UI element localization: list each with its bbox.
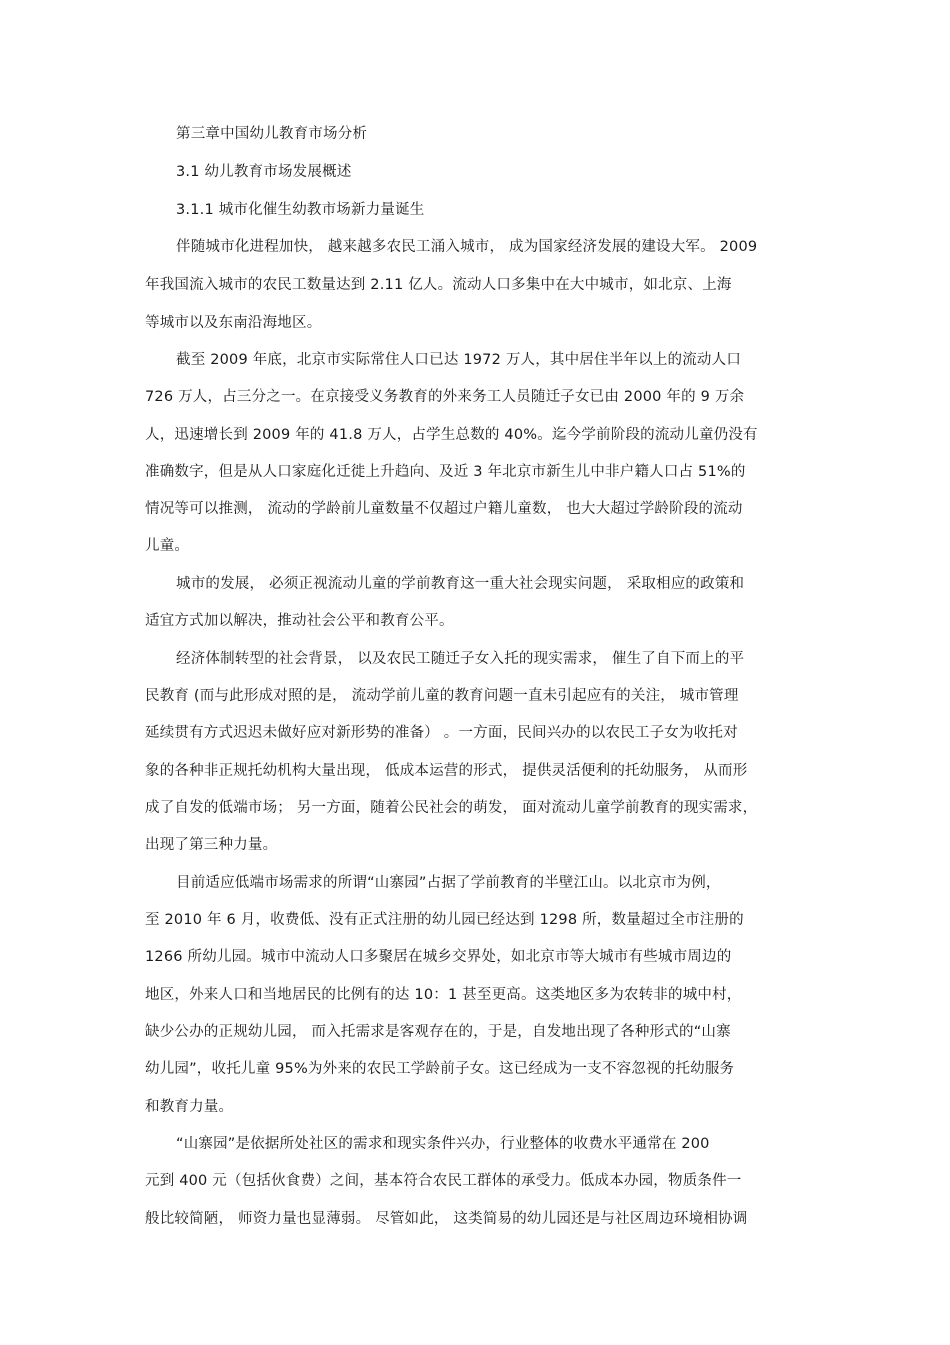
paragraph-line: 儿童。: [145, 538, 190, 554]
section-title: 3.1 幼儿教育市场发展概述: [176, 164, 352, 180]
paragraph-line: 经济体制转型的社会背景， 以及农民工随迁子女入托的现实需求， 催生了自下而上的平: [176, 651, 745, 667]
paragraph-line: 适宜方式加以解决，推动社会公平和教育公平。: [145, 613, 454, 629]
subsection-title: 3.1.1 城市化催生幼教市场新力量诞生: [176, 202, 425, 218]
paragraph-line: 准确数字，但是从人口家庭化迁徙上升趋向、及近 3 年北京市新生儿中非户籍人口占 51%的: [145, 464, 746, 480]
paragraph-line: 成了自发的低端市场； 另一方面，随着公民社会的萌发， 面对流动儿童学前教育的现实需求，: [145, 800, 758, 816]
paragraph-line: 726 万人，占三分之一。在京接受义务教育的外来务工人员随迁子女已由 2000 年的 9 万余: [145, 389, 745, 405]
paragraph-line: 目前适应低端市场需求的所谓“山寨园”占据了学前教育的半壁江山。以北京市为例，: [176, 875, 721, 891]
paragraph-line: 至 2010 年 6 月，收费低、没有正式注册的幼儿园已经达到 1298 所，数量超过全市注册的: [145, 912, 744, 928]
paragraph-line: 和教育力量。: [145, 1099, 234, 1115]
paragraph-line: 出现了第三种力量。: [145, 837, 278, 853]
paragraph-line: 缺少公办的正规幼儿园， 而入托需求是客观存在的，于是，自发地出现了各种形式的“山寨: [145, 1024, 731, 1040]
paragraph-line: 城市的发展， 必须正视流动儿童的学前教育这一重大社会现实问题， 采取相应的政策和: [176, 576, 745, 592]
paragraph-line: 延续贯有方式迟迟未做好应对新形势的准备） 。一方面，民间兴办的以农民工子女为收托对: [145, 725, 738, 741]
paragraph-line: 元到 400 元（包括伙食费）之间，基本符合农民工群体的承受力。低成本办园，物质条件一: [145, 1173, 742, 1189]
paragraph-line: 般比较简陋， 师资力量也显薄弱。 尽管如此， 这类简易的幼儿园还是与社区周边环境相协调: [145, 1211, 748, 1227]
chapter-title: 第三章中国幼儿教育市场分析: [176, 126, 368, 142]
paragraph-line: 人，迅速增长到 2009 年的 41.8 万人，占学生总数的 40%。迄今学前阶段的流动儿童仍没有: [145, 427, 758, 443]
paragraph-line: 伴随城市化进程加快， 越来越多农民工涌入城市， 成为国家经济发展的建设大军。 2009: [176, 239, 758, 255]
paragraph-line: 情况等可以推测， 流动的学龄前儿童数量不仅超过户籍儿童数， 也大大超过学龄阶段的流动: [145, 501, 743, 517]
paragraph-line: “山寨园”是依据所处社区的需求和现实条件兴办，行业整体的收费水平通常在 200: [176, 1136, 710, 1152]
paragraph-line: 象的各种非正规托幼机构大量出现， 低成本运营的形式， 提供灵活便利的托幼服务， 从而形: [145, 763, 748, 779]
paragraph-line: 民教育 (而与此形成对照的是， 流动学前儿童的教育问题一直未引起应有的关注， 城市管理: [145, 688, 739, 704]
paragraph-line: 幼儿园”，收托儿童 95%为外来的农民工学龄前子女。这已经成为一支不容忽视的托幼服务: [145, 1061, 735, 1077]
paragraph-line: 等城市以及东南沿海地区。: [145, 315, 322, 331]
paragraph-line: 年我国流入城市的农民工数量达到 2.11 亿人。流动人口多集中在大中城市，如北京、上海: [145, 277, 732, 293]
paragraph-line: 1266 所幼儿园。城市中流动人口多聚居在城乡交界处，如北京市等大城市有些城市周边的: [145, 949, 732, 965]
paragraph-line: 地区，外来人口和当地居民的比例有的达 10：1 甚至更高。这类地区多为农转非的城中村，: [145, 987, 742, 1003]
paragraph-line: 截至 2009 年底，北京市实际常住人口已达 1972 万人，其中居住半年以上的流动人口: [176, 352, 742, 368]
